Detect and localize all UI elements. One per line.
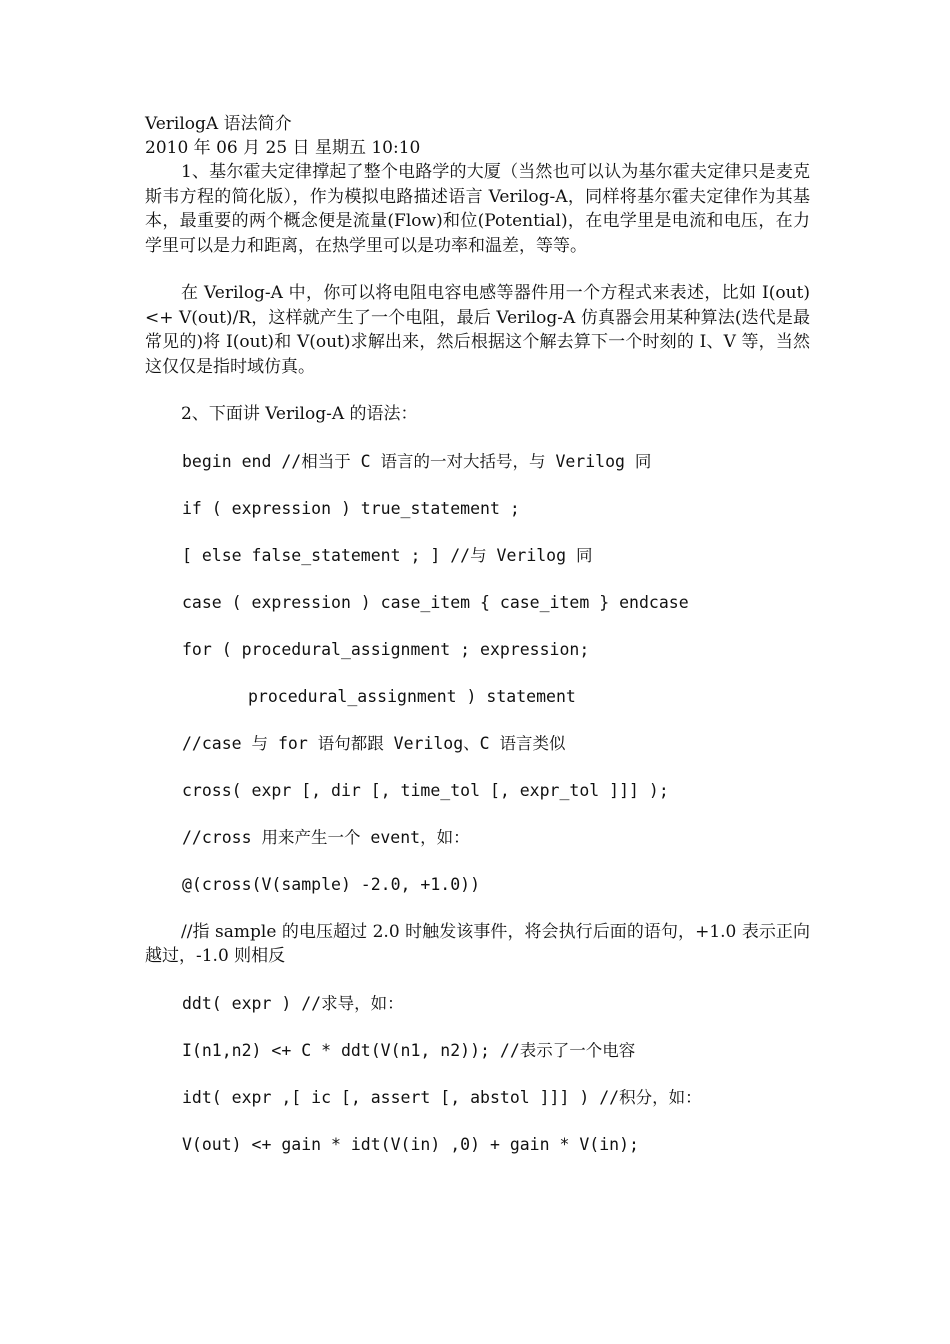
code-case-statement: case ( expression ) case_item { case_item } endcase — [182, 592, 689, 612]
code-for-statement: for ( procedural_assignment ; expression; — [182, 639, 590, 659]
paragraph-kirchhoff: 1、基尔霍夫定律撑起了整个电路学的大厦（当然也可以认为基尔霍夫定律只是麦克斯韦方程的简化版），作为模拟电路描述语言 Verilog-A，同样将基尔霍夫定律作为其基本，最重要的两个概念便是流量(Flow)和位(Potential)，在电学里是电流和电压，在力学里可以是力和距离，在热学里可以是功率和温差，等等。 — [145, 162, 810, 256]
code-cross-note: //cross 用来产生一个 event，如： — [182, 827, 470, 847]
code-for-continuation: procedural_assignment ) statement — [248, 686, 576, 706]
code-case-for-note: //case 与 for 语句都跟 Verilog、C 语言类似 — [182, 733, 566, 753]
code-cross-signature: cross( expr [, dir [, time_tol [, expr_tol ]]] ); — [182, 780, 669, 800]
document-page — [145, 112, 810, 1157]
document-date: 2010 年 06 月 25 日 星期五 10:10 — [145, 138, 421, 158]
code-idt-example: V(out) <+ gain * idt(V(in) ,0) + gain * V(in); — [182, 1134, 639, 1154]
paragraph-verilog-a-equations: 在 Verilog-A 中，你可以将电阻电容电感等器件用一个方程式来表述，比如 I(out) <+ V(out)/R，这样就产生了一个电阻，最后 Verilog-A 仿真器会用某种算法(迭代是最常见的)将 I(out)和 V(out)求解出来，然后根据这个解去算下一个时刻的 I、V 等，当然这仅仅是指时域仿真。 — [145, 283, 810, 377]
code-else-statement: [ else false_statement ; ] //与 Verilog 同 — [182, 545, 593, 565]
code-ddt-signature: ddt( expr ) //求导，如： — [182, 993, 404, 1013]
paragraph-cross-explanation: //指 sample 的电压超过 2.0 时触发该事件，将会执行后面的语句，+1.0 表示正向越过，-1.0 则相反 — [145, 921, 810, 966]
document-title: VerilogA 语法简介 — [145, 114, 292, 134]
code-cross-example: @(cross(V(sample) -2.0, +1.0)) — [182, 874, 481, 894]
code-ddt-example: I(n1,n2) <+ C * ddt(V(n1, n2)); //表示了一个电容 — [182, 1040, 636, 1060]
code-begin-end: begin end //相当于 C 语言的一对大括号，与 Verilog 同 — [182, 451, 652, 471]
code-if-statement: if ( expression ) true_statement ; — [182, 498, 520, 518]
code-idt-signature: idt( expr ,[ ic [, assert [, abstol ]]] ) //积分，如： — [182, 1087, 702, 1107]
paragraph-syntax-heading: 2、下面讲 Verilog-A 的语法： — [181, 404, 418, 424]
